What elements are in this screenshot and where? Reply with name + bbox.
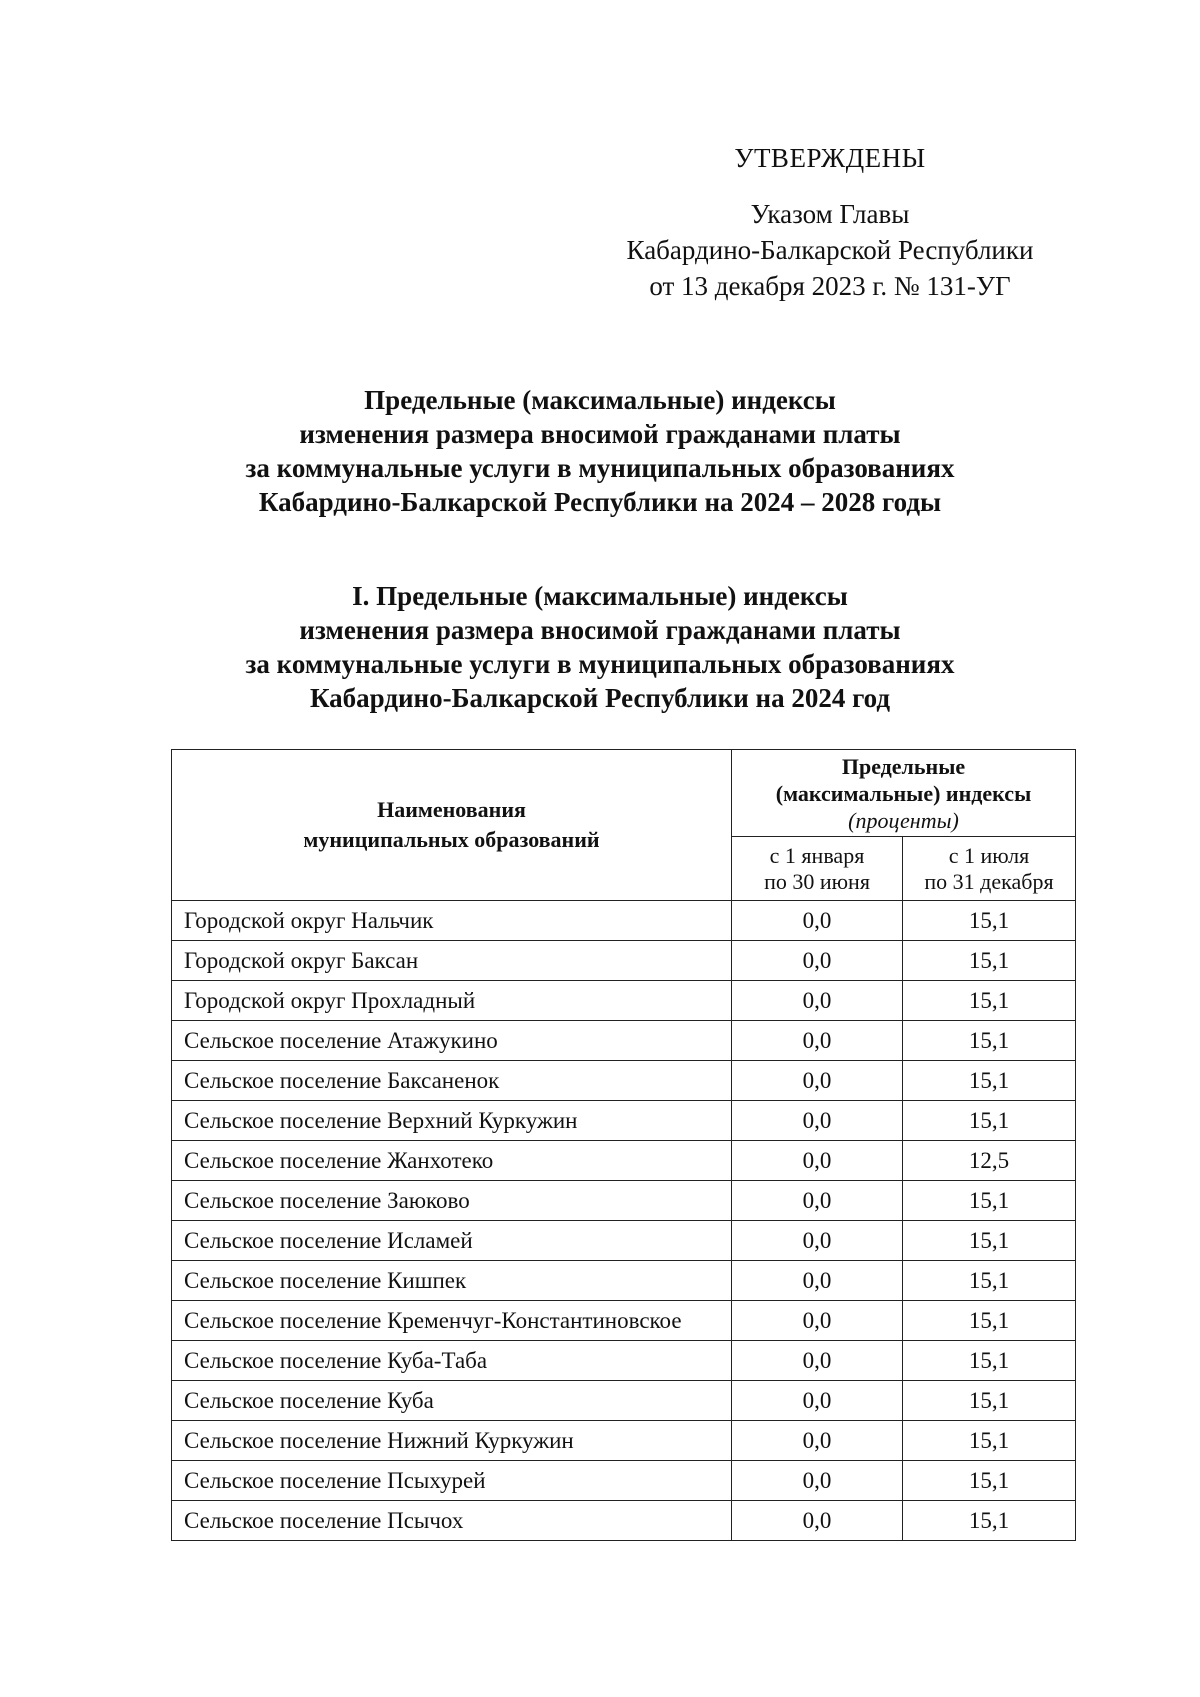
municipality-name-cell: Городской округ Нальчик (172, 901, 732, 941)
municipality-name-cell: Сельское поселение Заюково (172, 1181, 732, 1221)
municipality-name-cell: Сельское поселение Исламей (172, 1221, 732, 1261)
index-jan-jun-cell: 0,0 (732, 901, 903, 941)
table-row (172, 941, 1076, 981)
header-text: с 1 июля (948, 842, 1030, 868)
index-jul-dec-cell: 15,1 (903, 1381, 1076, 1421)
table-row (172, 1341, 1076, 1381)
approval-republic-line: Кабардино-Балкарской Республики (626, 235, 1034, 265)
section-title-line: Кабардино-Балкарской Республики на 2024 год (309, 683, 891, 713)
index-jul-dec-cell: 15,1 (903, 1301, 1076, 1341)
municipality-name-cell: Сельское поселение Верхний Куркужин (172, 1101, 732, 1141)
municipality-name-cell: Сельское поселение Псычох (172, 1501, 732, 1541)
municipality-name-cell: Сельское поселение Атажукино (172, 1021, 732, 1061)
table-body (172, 901, 1076, 1541)
index-jan-jun-cell: 0,0 (732, 1341, 903, 1381)
document-title-line: изменения размера вносимой гражданами платы (299, 419, 901, 449)
table-row (172, 981, 1076, 1021)
index-jan-jun-cell: 0,0 (732, 1021, 903, 1061)
document-title-line: Кабардино-Балкарской Республики на 2024 – 2028 годы (258, 487, 942, 517)
table-row (172, 1381, 1076, 1421)
index-jul-dec-cell: 15,1 (903, 1061, 1076, 1101)
indexes-group-header (732, 750, 1076, 837)
section-title (180, 579, 1020, 715)
index-jan-jun-cell: 0,0 (732, 1461, 903, 1501)
table-row (172, 901, 1076, 941)
index-jul-dec-cell: 12,5 (903, 1141, 1076, 1181)
document-title (180, 383, 1020, 519)
period-jul-dec-header (903, 837, 1076, 901)
indexes-table (171, 749, 1076, 1541)
index-jan-jun-cell: 0,0 (732, 1101, 903, 1141)
approval-decree-line: Указом Главы (750, 199, 910, 229)
municipality-name-cell: Сельское поселение Куба-Таба (172, 1341, 732, 1381)
index-jul-dec-cell: 15,1 (903, 1221, 1076, 1261)
section-title-line: за коммунальные услуги в муниципальных образованиях (245, 649, 955, 679)
municipality-name-cell: Сельское поселение Псыхурей (172, 1461, 732, 1501)
index-jul-dec-cell: 15,1 (903, 1181, 1076, 1221)
index-jul-dec-cell: 15,1 (903, 1421, 1076, 1461)
header-text: (максимальные) индексы (775, 780, 1032, 806)
municipality-name-cell: Сельское поселение Нижний Куркужин (172, 1421, 732, 1461)
approval-block (600, 140, 1060, 304)
index-jan-jun-cell: 0,0 (732, 1141, 903, 1181)
index-jul-dec-cell: 15,1 (903, 1501, 1076, 1541)
municipality-name-cell: Городской округ Прохладный (172, 981, 732, 1021)
index-jan-jun-cell: 0,0 (732, 981, 903, 1021)
index-jan-jun-cell: 0,0 (732, 941, 903, 981)
municipality-name-cell: Сельское поселение Кишпек (172, 1261, 732, 1301)
units-label: (проценты) (848, 807, 959, 833)
table-row (172, 1261, 1076, 1301)
table-row (172, 1061, 1076, 1101)
section-title-line: изменения размера вносимой гражданами платы (299, 615, 901, 645)
index-jul-dec-cell: 15,1 (903, 1461, 1076, 1501)
document-title-line: Предельные (максимальные) индексы (364, 385, 836, 415)
municipality-name-cell: Городской округ Баксан (172, 941, 732, 981)
index-jan-jun-cell: 0,0 (732, 1221, 903, 1261)
table-row (172, 1221, 1076, 1261)
index-jul-dec-cell: 15,1 (903, 941, 1076, 981)
table-row (172, 1421, 1076, 1461)
index-jul-dec-cell: 15,1 (903, 1341, 1076, 1381)
header-text: с 1 января (769, 842, 865, 868)
index-jan-jun-cell: 0,0 (732, 1061, 903, 1101)
index-jan-jun-cell: 0,0 (732, 1261, 903, 1301)
document-title-line: за коммунальные услуги в муниципальных образованиях (245, 453, 955, 483)
header-text: по 31 декабря (924, 868, 1054, 894)
index-jul-dec-cell: 15,1 (903, 1021, 1076, 1061)
approval-date-number-line: от 13 декабря 2023 г. № 131-УГ (649, 271, 1011, 301)
index-jul-dec-cell: 15,1 (903, 1101, 1076, 1141)
municipality-name-cell: Сельское поселение Кременчуг-Константиновское (172, 1301, 732, 1341)
section-title-line: I. Предельные (максимальные) индексы (352, 581, 848, 611)
index-jan-jun-cell: 0,0 (732, 1501, 903, 1541)
table-row (172, 1501, 1076, 1541)
index-jul-dec-cell: 15,1 (903, 1261, 1076, 1301)
table-row (172, 1141, 1076, 1181)
index-jan-jun-cell: 0,0 (732, 1301, 903, 1341)
header-text: Предельные (841, 753, 966, 779)
table-header (172, 750, 1076, 901)
approved-stamp-text: УТВЕРЖДЕНЫ (734, 143, 926, 173)
municipality-name-cell: Сельское поселение Жанхотеко (172, 1141, 732, 1181)
municipality-name-cell: Сельское поселение Куба (172, 1381, 732, 1421)
table-row (172, 1461, 1076, 1501)
index-jul-dec-cell: 15,1 (903, 901, 1076, 941)
period-jan-jun-header (732, 837, 903, 901)
index-jan-jun-cell: 0,0 (732, 1421, 903, 1461)
index-jul-dec-cell: 15,1 (903, 981, 1076, 1021)
index-jan-jun-cell: 0,0 (732, 1181, 903, 1221)
table-row (172, 1021, 1076, 1061)
table-row (172, 1101, 1076, 1141)
index-jan-jun-cell: 0,0 (732, 1381, 903, 1421)
header-text: Наименования (377, 797, 526, 822)
municipality-column-header (172, 750, 732, 901)
municipality-name-cell: Сельское поселение Баксаненок (172, 1061, 732, 1101)
header-text: по 30 июня (764, 868, 870, 894)
table-row (172, 1301, 1076, 1341)
table-row (172, 1181, 1076, 1221)
header-text: муниципальных образований (303, 827, 600, 852)
